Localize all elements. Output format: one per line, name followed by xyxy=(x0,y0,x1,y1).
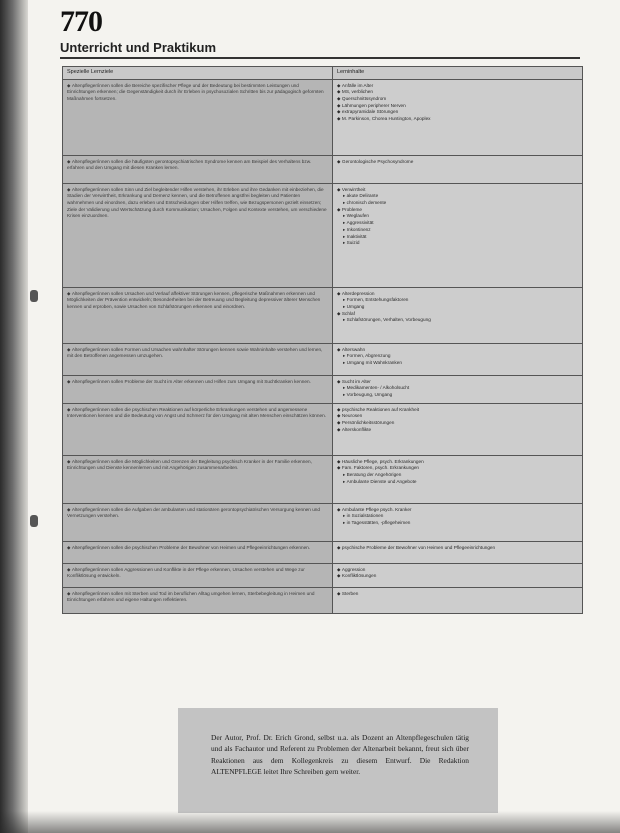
learning-goal-cell xyxy=(63,343,333,375)
table-row xyxy=(63,503,583,541)
content-item: ◆ Persönlichkeitsstörungen xyxy=(337,420,578,427)
content-item: ◆ Lähmungen peripherer Nerven xyxy=(337,103,578,110)
learning-goal-cell xyxy=(63,455,333,503)
table-row xyxy=(63,587,583,613)
content-subitem: ▸ akute Delirante xyxy=(337,193,578,200)
content-item: ◆ Anfälle im Alter xyxy=(337,83,578,90)
content-subitem: ▸ in Sozialstationen xyxy=(337,513,578,520)
content-list xyxy=(337,347,578,367)
learning-content-cell xyxy=(333,503,583,541)
content-list xyxy=(337,159,578,166)
content-subitem: ▸ Vorbeugung, Umgang xyxy=(337,392,578,399)
content-item: ◆ Schlaf xyxy=(337,311,578,318)
learning-goal-text: ◆ Altenpfleger/innen sollen mit Sterben und Tod im beruflichen Alltag umgehen lernen, Sterbebegleitung in Heimen und Einrichtungen erfahren und eigene Haltungen reflektieren. xyxy=(67,591,314,603)
learning-goal-cell xyxy=(63,287,333,343)
table-header-row xyxy=(63,67,583,80)
content-list xyxy=(337,187,578,247)
content-subitem: ▸ Umgang mit Wahnkranken xyxy=(337,360,578,367)
content-list xyxy=(337,83,578,123)
content-subitem: ▸ Formen, Abgrenzung xyxy=(337,353,578,360)
content-subitem: ▸ Umgang xyxy=(337,304,578,311)
title-rule xyxy=(60,57,580,59)
learning-content-cell xyxy=(333,375,583,403)
learning-goal-cell xyxy=(63,155,333,183)
content-item: ◆ Konfliktlösungen xyxy=(337,573,578,580)
learning-goal-text: ◆ Altenpfleger/innen sollen die häufigsten gerontopsychiatrischen Syndrome kennen am Beispiel des Verhaltens bzw. erfahren und den Umgang mit diesen Kranken lernen. xyxy=(67,159,311,171)
content-subitem: ▸ Medikamenten- / Alkoholsucht xyxy=(337,385,578,392)
learning-goal-text: ◆ Altenpfleger/innen sollen die psychischen Probleme der Bewohner von Heimen und Pflegeeinrichtungen erkennen. xyxy=(67,545,310,550)
table-row xyxy=(63,343,583,375)
learning-goal-text: ◆ Altenpfleger/innen sollen die psychischen Reaktionen auf körperliche Erkrankungen verstehen und angemessene Interventionen kennen und die Bedeutung von Angst und Schmerz für den Umgang mit alten Menschen einschätzen können. xyxy=(67,407,326,419)
learning-content-cell xyxy=(333,155,583,183)
content-item: ◆ extrapyramidale Störungen xyxy=(337,109,578,116)
learning-content-cell xyxy=(333,183,583,287)
content-item: ◆ psychische Probleme der Bewohner von Heimen und Pflegeeinrichtungen xyxy=(337,545,578,552)
learning-goal-text: ◆ Altenpfleger/innen sollen die Möglichkeiten und Grenzen der Begleitung psychisch Kranker in der Familie erkennen, Einrichtungen und Dienste kennenlernen und mit Angehörigen zusammenarbeiten. xyxy=(67,459,312,471)
content-item: ◆ Alterskonflikte xyxy=(337,427,578,434)
learning-goal-cell xyxy=(63,79,333,155)
content-subitem: ▸ chronisch demente xyxy=(337,200,578,207)
content-item: ◆ M. Parkinson, Chorea Huntington, Apoplex xyxy=(337,116,578,123)
table-row xyxy=(63,287,583,343)
content-item: ◆ Alterswahn xyxy=(337,347,578,354)
learning-content-cell xyxy=(333,455,583,503)
learning-content-cell xyxy=(333,587,583,613)
content-subitem: ▸ Formen, Entstehungsfaktoren xyxy=(337,297,578,304)
content-item: ◆ Gerontologische Psychosyndrome xyxy=(337,159,578,166)
learning-content-cell xyxy=(333,541,583,563)
learning-goal-cell xyxy=(63,503,333,541)
table-row xyxy=(63,155,583,183)
content-subitem: ▸ Schlafstörungen, Verhalten, Vorbeugung xyxy=(337,317,578,324)
punch-hole-lower xyxy=(30,515,38,527)
content-item: ◆ Neurosen xyxy=(337,413,578,420)
content-item: ◆ Alterdepression xyxy=(337,291,578,298)
learning-goal-text: ◆ Altenpfleger/innen sollen die Bereiche spezifischer Pflege und der Bedeutung bei bestimmten Leistungen und Einrichtungen erkennen; die Gegenständigkeit durch ihr Erleben in psychosozialen Schritten bis zur pädagogisch geformten Maßnahmen fortsetzen. xyxy=(67,83,324,101)
table-row xyxy=(63,375,583,403)
learning-goal-cell xyxy=(63,587,333,613)
content-list xyxy=(337,291,578,324)
learning-goal-text: ◆ Altenpfleger/innen sollen Probleme der Sucht im Alter erkennen und Hilfen zum Umgang mit Suchtkranken kennen. xyxy=(67,379,311,384)
learning-goal-text: ◆ Altenpfleger/innen sollen Aggressionen und Konflikte in der Pflege erkennen, Ursachen verstehen und Wege zur Konfliktlösung entwickeln. xyxy=(67,567,305,579)
learning-goal-cell xyxy=(63,563,333,587)
content-list xyxy=(337,507,578,527)
learning-goal-text: ◆ Altenpfleger/innen sollen Sinn und Ziel begleitender Hilfen verstehen, ihr Erleben und ihre Gedanken mit einbeziehen, die Stadien der Verwirrtheit, Erkrankung und Demenz kennen, und die Betroffenen angstfrei begleiten und Patienten wahrnehmen und einordnen, dazu erleben und Entscheidungen über Hilfen treffen, wie Bezugspersonen gezielt einsetzen; Ziele der Validierung und Wertschätzung durch Kommunikation; Ursachen, Folgen und Kontexte verstehen, um verschiedene Krisen einzuordnen. xyxy=(67,187,327,219)
curriculum-table xyxy=(62,66,583,614)
learning-goal-cell xyxy=(63,541,333,563)
content-item: ◆ Ambulante Pflege psych. Kranker xyxy=(337,507,578,514)
content-subitem: ▸ Aggressivität xyxy=(337,220,578,227)
content-item: ◆ Sucht im Alter xyxy=(337,379,578,386)
content-list xyxy=(337,567,578,580)
learning-goal-text: ◆ Altenpfleger/innen sollen Formen und Ursachen wahnhafter Störungen kennen sowie Wahninhalte verstehen und lernen, mit den Betroffenen angemessen umzugehen. xyxy=(67,347,322,359)
table-row xyxy=(63,403,583,455)
learning-goal-text: ◆ Altenpfleger/innen sollen die Aufgaben der ambulanten und stationären gerontopsychiatrischen Versorgung kennen und Vernetzungen verstehen. xyxy=(67,507,320,519)
learning-content-cell xyxy=(333,403,583,455)
content-item: ◆ Probleme xyxy=(337,207,578,214)
column-header-goals: Spezielle Lernziele xyxy=(63,67,333,80)
bottom-scan-shadow xyxy=(0,811,620,833)
content-item: ◆ Häusliche Pflege, psych. Erkrankungen xyxy=(337,459,578,466)
table-row xyxy=(63,455,583,503)
learning-content-cell xyxy=(333,563,583,587)
content-subitem: ▸ Weglaufen xyxy=(337,213,578,220)
learning-content-cell xyxy=(333,287,583,343)
content-list xyxy=(337,459,578,486)
table-body xyxy=(63,79,583,613)
section-title: Unterricht und Praktikum xyxy=(60,40,217,55)
content-item: ◆ Fam. Faktoren, psych. Erkrankungen xyxy=(337,465,578,472)
learning-content-cell xyxy=(333,79,583,155)
learning-content-cell xyxy=(333,343,583,375)
content-subitem: ▸ Inkontinenz xyxy=(337,227,578,234)
learning-goal-cell xyxy=(63,183,333,287)
content-subitem: ▸ Beratung der Angehörigen xyxy=(337,472,578,479)
page-number: 770 xyxy=(60,5,102,38)
content-subitem: ▸ Ambulante Dienste und Angebote xyxy=(337,479,578,486)
table-row xyxy=(63,563,583,587)
learning-goal-cell xyxy=(63,375,333,403)
table-row xyxy=(63,79,583,155)
content-item: ◆ Querschnittssyndrom xyxy=(337,96,578,103)
content-list xyxy=(337,591,578,598)
content-item: ◆ MS, verblichen xyxy=(337,89,578,96)
author-note-text: Der Autor, Prof. Dr. Erich Grond, selbst u.a. als Dozent an Altenpflegeschulen tätig und als Fachautor und Referent zu Problemen der Altenarbeit bekannt, freut sich über Reaktionen aus dem Kollegenkreis zu diesem Entwurf. Die Redaktion ALTENPFLEGE leitet Ihre Schreiben gern weiter. xyxy=(211,733,469,776)
punch-hole-upper xyxy=(30,290,38,302)
content-subitem: ▸ in Tagesstätten, -pflegeheimen xyxy=(337,520,578,527)
column-header-contents: Lerninhalte xyxy=(333,67,583,80)
learning-goal-text: ◆ Altenpfleger/innen sollen Ursachen und Verlauf affektiver Störungen kennen, pflegerische Maßnahmen erkennen und Möglichkeiten der Prävention entwickeln; Besonderheiten bei der Betreuung und Begleitung depressiver älterer Menschen kennen und erproben, sowie Ursachen von Schlafstörungen erkennen und einordnen. xyxy=(67,291,320,309)
content-list xyxy=(337,379,578,399)
content-item: ◆ Verwirrtheit xyxy=(337,187,578,194)
table-row xyxy=(63,183,583,287)
content-item: ◆ Aggression xyxy=(337,567,578,574)
content-subitem: ▸ Suizid xyxy=(337,240,578,247)
content-item: ◆ Sterben xyxy=(337,591,578,598)
learning-goal-cell xyxy=(63,403,333,455)
content-list xyxy=(337,545,578,552)
content-subitem: ▸ Inaktivität xyxy=(337,234,578,241)
binding-shadow xyxy=(0,0,28,833)
content-list xyxy=(337,407,578,434)
table-row xyxy=(63,541,583,563)
content-item: ◆ psychische Reaktionen auf Krankheit xyxy=(337,407,578,414)
